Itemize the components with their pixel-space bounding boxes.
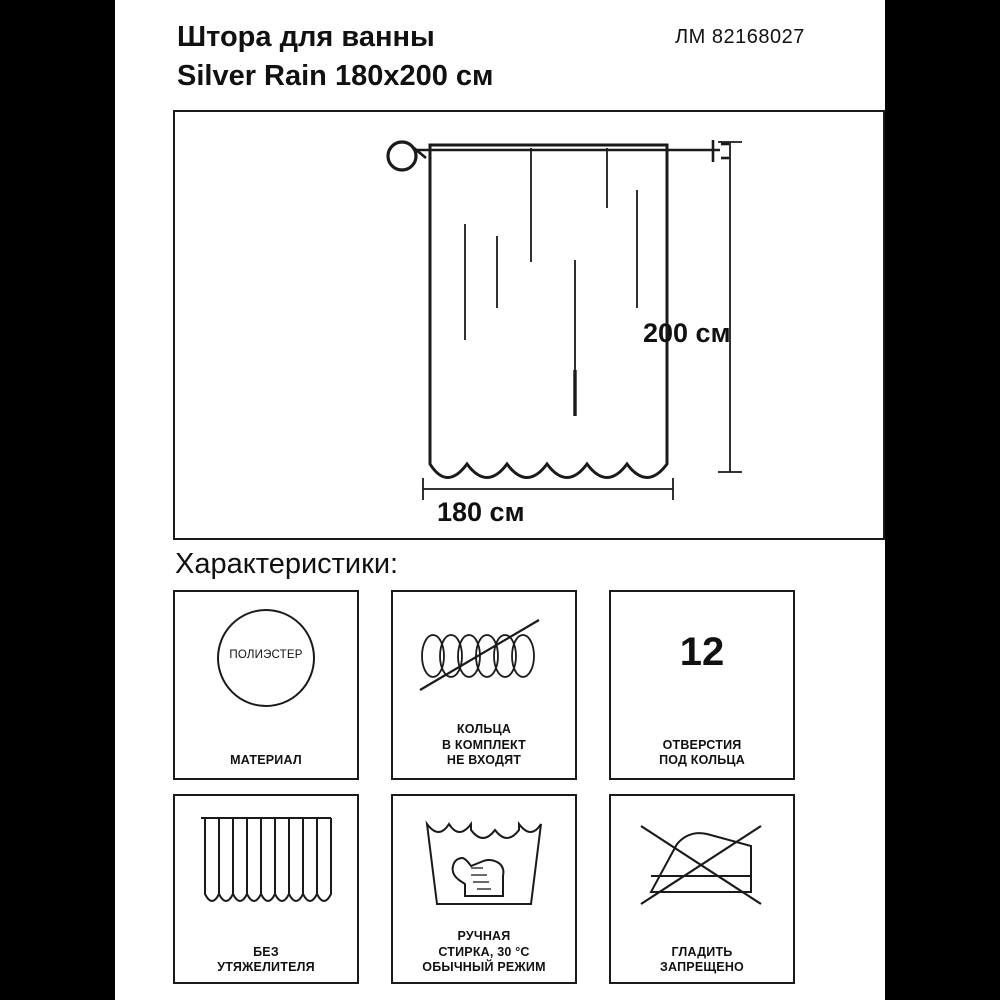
caption-line-2: СТИРКА, 30 °С	[438, 944, 530, 959]
holes-count: 12	[679, 630, 725, 674]
characteristic-hand-wash	[391, 794, 577, 984]
caption-line-3: ОБЫЧНЫЙ РЕЖИМ	[422, 960, 546, 975]
characteristic-material	[173, 590, 359, 780]
caption-line-2: ПОД КОЛЬЦА	[659, 753, 745, 768]
characteristics-grid	[173, 590, 885, 984]
characteristic-no-weight	[173, 794, 359, 984]
characteristic-caption	[611, 738, 793, 769]
article-code: ЛМ 82168027	[675, 26, 805, 48]
material-inner-label: ПОЛИЭСТЕР	[229, 649, 303, 661]
caption-line-1: ГЛАДИТЬ	[671, 944, 733, 959]
width-dimension-label: 180 см	[437, 497, 525, 527]
height-dimension-label: 200 см	[643, 318, 731, 348]
hand-wash-icon	[393, 796, 575, 926]
characteristic-no-ironing	[609, 794, 795, 984]
characteristic-caption: МАТЕРИАЛ	[230, 753, 302, 768]
rings-crossed-out-icon	[393, 592, 575, 722]
page-title	[177, 18, 637, 95]
caption-line-2: В КОМПЛЕКТ	[442, 737, 526, 752]
no-ironing-icon	[611, 796, 793, 926]
title-line-2: Silver Rain 180x200 см	[177, 59, 494, 92]
caption-line-1: КОЛЬЦА	[456, 722, 512, 737]
characteristic-ring-holes	[609, 590, 795, 780]
caption-line-2: УТЯЖЕЛИТЕЛЯ	[217, 960, 315, 975]
caption-line-1: ОТВЕРСТИЯ	[662, 737, 742, 752]
characteristic-rings-not-included	[391, 590, 577, 780]
product-info-sheet	[115, 0, 885, 1000]
curtain-folds-icon	[175, 796, 357, 926]
caption-line-2: ЗАПРЕЩЕНО	[660, 960, 744, 975]
caption-line-3: НЕ ВХОДЯТ	[446, 753, 522, 768]
characteristic-caption	[175, 945, 357, 976]
characteristic-caption	[393, 929, 575, 976]
characteristic-caption	[393, 722, 575, 769]
dimension-drawing-frame	[173, 110, 885, 540]
shower-curtain-on-rod-icon	[175, 112, 883, 538]
title-line-1: Штора для ванны	[177, 21, 435, 53]
caption-line-1: РУЧНАЯ	[457, 929, 511, 944]
characteristics-heading: Характеристики:	[175, 548, 399, 580]
characteristic-caption	[611, 945, 793, 976]
caption-line-1: БЕЗ	[253, 944, 279, 959]
